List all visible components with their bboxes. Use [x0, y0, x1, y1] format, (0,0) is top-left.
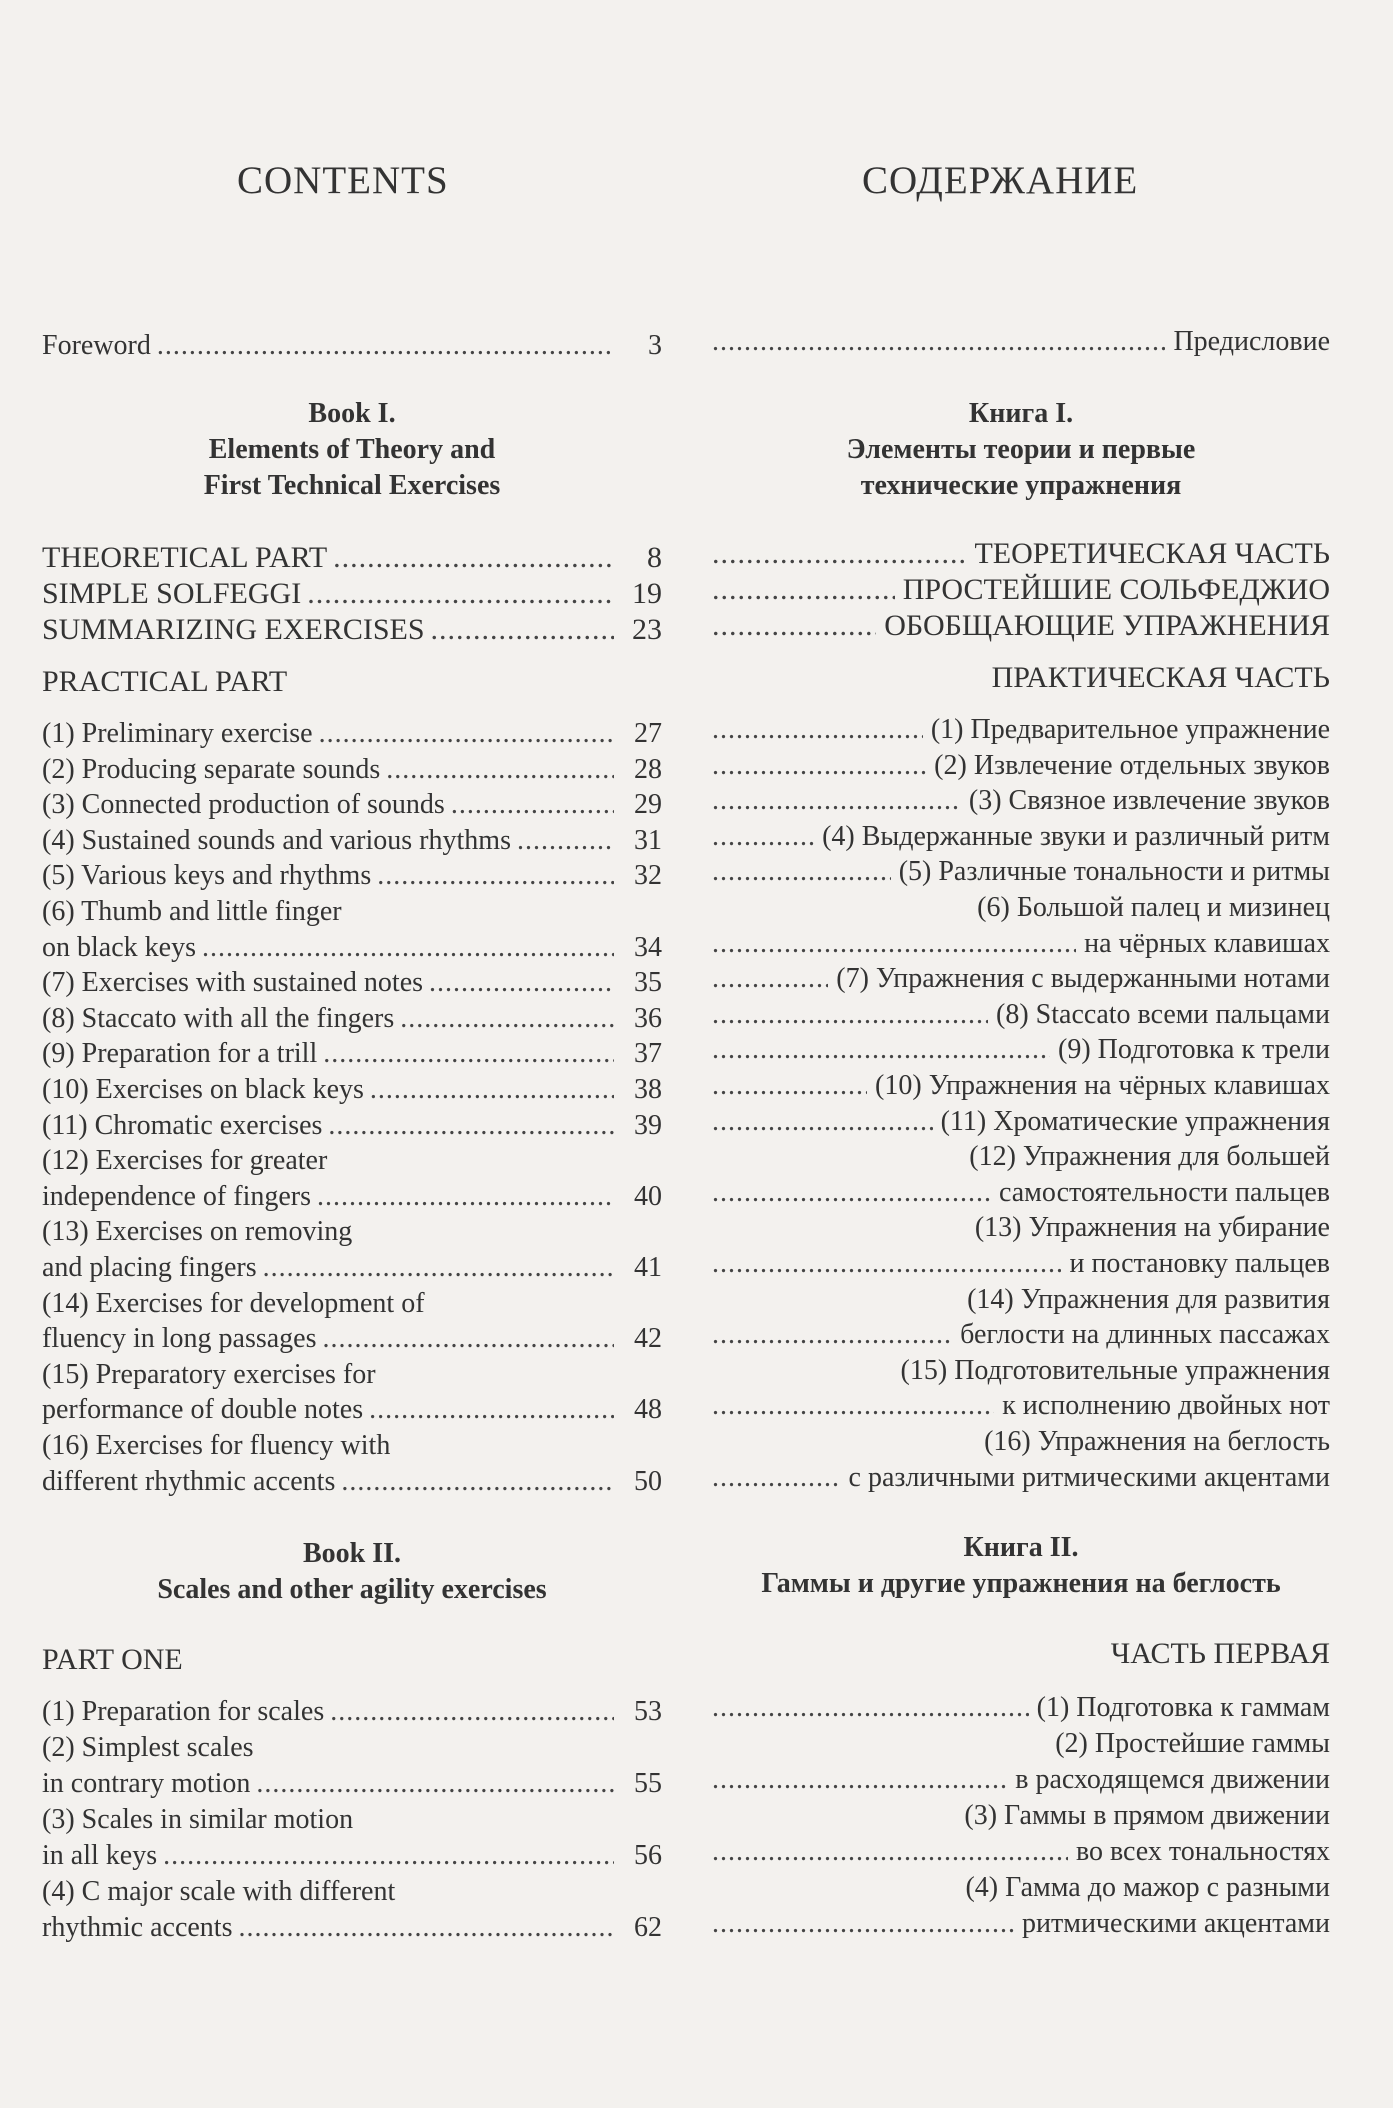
leader-dots	[263, 1250, 614, 1286]
entry-title-ru: беглости на длинных пассажах	[960, 1319, 1330, 1351]
entry-title-ru: на чёрных клавишах	[1084, 927, 1330, 959]
page-number: 8	[647, 541, 662, 574]
entry-title-ru: и постановку пальцев	[1069, 1248, 1330, 1279]
entry-title-en: (1) Preliminary exercise	[42, 718, 313, 749]
book1-row-11-en	[42, 1108, 662, 1144]
part-entry-0-en	[42, 540, 662, 576]
leader-dots	[712, 1762, 1007, 1798]
page-number: 55	[634, 1768, 662, 1799]
page-number: 38	[634, 1074, 662, 1105]
entry-title-en: (3) Connected production of sounds	[42, 789, 445, 821]
book2-row-6-en	[42, 1910, 662, 1946]
book1-row-9-ru	[712, 1032, 1330, 1068]
entry-title-en: SIMPLE SOLFEGGI	[42, 577, 302, 610]
entry-title-en: (4) C major scale with different	[42, 1876, 396, 1907]
book1-heading-en-line-0: Book I.	[308, 398, 396, 429]
leader-dots	[712, 1068, 867, 1104]
entry-title-en: performance of double notes	[42, 1394, 364, 1426]
entry-title-en: (13) Exercises on removing	[42, 1216, 353, 1248]
book1-row-2-en	[42, 787, 662, 823]
book1-row-1-en	[42, 752, 662, 788]
contents-title-en: CONTENTS	[237, 159, 449, 202]
book1-row-8-en	[42, 1001, 662, 1037]
page-number: 53	[634, 1696, 662, 1727]
contents-title-ru: СОДЕРЖАНИЕ	[862, 159, 1139, 202]
entry-title-ru: в расходящемся движении	[1015, 1764, 1330, 1795]
entry-title-en: (3) Scales in similar motion	[42, 1804, 354, 1835]
page-number: 27	[634, 718, 662, 749]
book2-row-0-en	[42, 1694, 662, 1730]
leader-dots	[712, 748, 926, 784]
book1-heading-ru-line-2: технические упражнения	[860, 470, 1182, 501]
leader-dots	[712, 608, 876, 644]
entry-title-en: fluency in long passages	[42, 1323, 317, 1355]
book1-row-4-ru	[712, 854, 1330, 890]
book2-row-4-en	[42, 1838, 662, 1874]
entry-title-en: (6) Thumb and little finger	[42, 896, 342, 927]
book1-row-0-en	[42, 716, 662, 752]
leader-dots	[157, 328, 614, 364]
entry-title-ru: (3) Связное извлечение звуков	[968, 785, 1330, 817]
book1-row-1-ru	[712, 748, 1330, 784]
entry-title-en: (4) Sustained sounds and various rhythms	[42, 824, 511, 856]
page-number: 50	[634, 1465, 662, 1497]
leader-dots	[256, 1766, 614, 1802]
book1-row-21-en	[42, 1464, 662, 1500]
leader-dots	[429, 965, 614, 1001]
entry-title-en: (9) Preparation for a trill	[42, 1038, 318, 1070]
entry-title-ru: (13) Упражнения на убирание	[974, 1212, 1330, 1244]
entry-title-en: (8) Staccato with all the fingers	[42, 1002, 395, 1034]
page-number: 3	[648, 330, 662, 361]
entry-title-ru: (2) Простейшие гаммы	[1055, 1728, 1330, 1759]
leader-dots	[451, 787, 614, 823]
book1-row-13-ru	[712, 1175, 1330, 1211]
book2-heading-en-line-1: Scales and other agility exercises	[157, 1574, 547, 1605]
page-number: 28	[634, 753, 662, 785]
page-number: 29	[634, 789, 662, 821]
leader-dots	[712, 997, 988, 1033]
page-number: 56	[634, 1840, 662, 1871]
page-number: 34	[634, 931, 662, 963]
book1-row-17-ru	[712, 1317, 1330, 1353]
book1-row-8-ru	[712, 997, 1330, 1033]
foreword-ru	[712, 324, 1330, 360]
book1-heading-en-line-1: Elements of Theory and	[208, 434, 496, 465]
leader-dots	[386, 752, 614, 788]
entry-title-en: Foreword	[42, 330, 151, 361]
book2-row-3-ru	[712, 1798, 1330, 1834]
leader-dots	[712, 536, 966, 572]
book1-row-5-en	[42, 894, 662, 930]
entry-title-en: rhythmic accents	[42, 1912, 233, 1943]
entry-title-en: (10) Exercises on black keys	[42, 1074, 364, 1105]
entry-title-en: (12) Exercises for greater	[42, 1145, 328, 1177]
entry-title-ru: во всех тональностях	[1075, 1836, 1330, 1867]
entry-title-en: independence of fingers	[42, 1180, 311, 1212]
page-number: 62	[634, 1912, 662, 1943]
entry-title-en: (11) Chromatic exercises	[42, 1109, 323, 1141]
page-number: 23	[632, 613, 662, 646]
entry-title-ru: Предисловие	[1173, 326, 1330, 357]
book1-row-18-en	[42, 1357, 662, 1393]
entry-title-ru: ТЕОРЕТИЧЕСКАЯ ЧАСТЬ	[974, 537, 1330, 570]
book1-row-12-ru	[712, 1139, 1330, 1175]
entry-title-ru: ОБОБЩАЮЩИЕ УПРАЖНЕНИЯ	[884, 609, 1330, 642]
book2-heading-ru-line-0: Книга II.	[963, 1532, 1079, 1563]
book1-row-19-en	[42, 1392, 662, 1428]
part-one-heading-en: PART ONE	[42, 1643, 183, 1676]
entry-title-ru: ПРОСТЕЙШИЕ СОЛЬФЕДЖИО	[902, 573, 1330, 606]
book1-row-18-ru	[712, 1353, 1330, 1389]
entry-title-en: SUMMARIZING EXERCISES	[42, 613, 425, 646]
leader-dots	[712, 1906, 1014, 1942]
leader-dots	[712, 1388, 994, 1424]
book2-row-2-en	[42, 1766, 662, 1802]
book1-row-3-en	[42, 823, 662, 859]
book2-row-5-ru	[712, 1870, 1330, 1906]
book1-row-0-ru	[712, 712, 1330, 748]
book1-row-16-ru	[712, 1282, 1330, 1318]
part-one-heading-ru: ЧАСТЬ ПЕРВАЯ	[1110, 1637, 1330, 1670]
entry-title-en: and placing fingers	[42, 1252, 257, 1283]
book1-row-11-ru	[712, 1104, 1330, 1140]
practical-heading-ru: ПРАКТИЧЕСКАЯ ЧАСТЬ	[991, 661, 1330, 694]
leader-dots	[712, 1104, 933, 1140]
book1-row-9-en	[42, 1036, 662, 1072]
book1-row-2-ru	[712, 783, 1330, 819]
book1-row-14-ru	[712, 1210, 1330, 1246]
entry-title-ru: (4) Гамма до мажор с разными	[965, 1872, 1330, 1903]
book1-heading-ru-line-1: Элементы теории и первые	[846, 434, 1196, 465]
book1-row-4-en	[42, 858, 662, 894]
leader-dots	[238, 1910, 614, 1946]
book1-row-20-en	[42, 1428, 662, 1464]
leader-dots	[712, 1317, 952, 1353]
entry-title-ru: ритмическими акцентами	[1022, 1908, 1330, 1939]
leader-dots	[712, 1460, 841, 1496]
leader-dots	[712, 819, 814, 855]
book1-row-7-ru	[712, 961, 1330, 997]
leader-dots	[370, 1072, 614, 1108]
entry-title-ru: к исполнению двойных нот	[1002, 1390, 1330, 1422]
book2-row-2-ru	[712, 1762, 1330, 1798]
page-number: 40	[634, 1180, 662, 1212]
leader-dots	[712, 324, 1165, 360]
entry-title-en: (7) Exercises with sustained notes	[42, 967, 424, 999]
leader-dots	[431, 612, 614, 648]
book2-row-5-en	[42, 1874, 662, 1910]
entry-title-ru: (1) Подготовка к гаммам	[1036, 1692, 1330, 1723]
entry-title-en: (2) Producing separate sounds	[42, 753, 381, 785]
practical-heading-en: PRACTICAL PART	[42, 665, 288, 698]
entry-title-en: on black keys	[42, 931, 196, 963]
entry-title-ru: (1) Предварительное упражнение	[930, 714, 1330, 745]
part-entry-0-ru	[712, 536, 1330, 572]
leader-dots	[712, 712, 923, 748]
entry-title-en: (2) Simplest scales	[42, 1732, 254, 1763]
entry-title-ru: (8) Staccato всеми пальцами	[996, 998, 1330, 1030]
entry-title-en: (15) Preparatory exercises for	[42, 1358, 376, 1390]
book1-row-6-en	[42, 930, 662, 966]
leader-dots	[712, 1032, 1050, 1068]
part-entry-2-en	[42, 612, 662, 648]
part-entry-1-ru	[712, 572, 1330, 608]
leader-dots	[712, 783, 961, 819]
book1-row-21-ru	[712, 1460, 1330, 1496]
book1-row-16-en	[42, 1286, 662, 1322]
book1-row-3-ru	[712, 819, 1330, 855]
book1-row-12-en	[42, 1143, 662, 1179]
book1-row-10-en	[42, 1072, 662, 1108]
entry-title-ru: самостоятельности пальцев	[998, 1176, 1330, 1208]
leader-dots	[319, 716, 614, 752]
book1-row-5-ru	[712, 890, 1330, 926]
book1-row-17-en	[42, 1321, 662, 1357]
page-number: 35	[634, 967, 662, 999]
foreword-en	[42, 328, 662, 364]
part-entry-2-ru	[712, 608, 1330, 644]
entry-title-ru: (14) Упражнения для развития	[967, 1283, 1330, 1315]
entry-title-ru: (9) Подготовка к трели	[1058, 1034, 1330, 1066]
leader-dots	[163, 1838, 614, 1874]
leader-dots	[712, 1690, 1029, 1726]
entry-title-en: THEORETICAL PART	[42, 541, 328, 574]
leader-dots	[517, 823, 614, 859]
leader-dots	[712, 961, 828, 997]
page-number: 31	[634, 824, 662, 856]
leader-dots	[377, 858, 614, 894]
entry-title-en: (14) Exercises for development of	[42, 1287, 425, 1319]
page-number: 37	[634, 1038, 662, 1070]
leader-dots	[323, 1321, 615, 1357]
entry-title-ru: (2) Извлечение отдельных звуков	[934, 749, 1330, 781]
entry-title-en: in contrary motion	[42, 1768, 251, 1799]
book1-row-20-ru	[712, 1424, 1330, 1460]
leader-dots	[317, 1179, 614, 1215]
book2-heading-en-line-0: Book II.	[302, 1538, 402, 1569]
entry-title-en: different rhythmic accents	[42, 1465, 336, 1497]
page-number: 41	[634, 1252, 662, 1283]
leader-dots	[333, 540, 614, 576]
book1-row-15-en	[42, 1250, 662, 1286]
entry-title-ru: (3) Гаммы в прямом движении	[964, 1800, 1330, 1831]
entry-title-ru: (5) Различные тональности и ритмы	[898, 856, 1330, 888]
book2-heading-ru-line-1: Гаммы и другие упражнения на беглость	[761, 1568, 1281, 1599]
entry-title-en: (5) Various keys and rhythms	[42, 860, 372, 892]
page-number: 48	[634, 1394, 662, 1426]
entry-title-ru: (6) Большой палец и мизинец	[977, 892, 1330, 923]
book1-row-19-ru	[712, 1388, 1330, 1424]
book2-row-0-ru	[712, 1690, 1330, 1726]
book1-row-6-ru	[712, 926, 1330, 962]
leader-dots	[307, 576, 614, 612]
book2-row-3-en	[42, 1802, 662, 1838]
leader-dots	[712, 926, 1076, 962]
entry-title-ru: (12) Упражнения для большей	[969, 1141, 1330, 1173]
leader-dots	[323, 1036, 614, 1072]
entry-title-ru: (11) Хроматические упражнения	[940, 1105, 1330, 1137]
part-entry-1-en	[42, 576, 662, 612]
book1-row-7-en	[42, 965, 662, 1001]
page-number: 39	[634, 1109, 662, 1141]
entry-title-en: (1) Preparation for scales	[42, 1696, 325, 1727]
leader-dots	[328, 1108, 614, 1144]
leader-dots	[202, 930, 614, 966]
page-number: 32	[634, 860, 662, 892]
entry-title-en: in all keys	[42, 1840, 158, 1871]
leader-dots	[712, 1175, 991, 1211]
entry-title-ru: (16) Упражнения на беглость	[984, 1426, 1330, 1457]
leader-dots	[712, 854, 891, 890]
leader-dots	[712, 572, 895, 608]
book1-heading-en-line-2: First Technical Exercises	[203, 470, 501, 501]
page-number: 19	[632, 577, 662, 610]
leader-dots	[712, 1834, 1068, 1870]
entry-title-ru: с различными ритмическими акцентами	[848, 1461, 1330, 1493]
book1-row-13-en	[42, 1179, 662, 1215]
book1-row-14-en	[42, 1214, 662, 1250]
entry-title-en: (16) Exercises for fluency with	[42, 1430, 391, 1461]
leader-dots	[400, 1001, 614, 1037]
book1-heading-ru-line-0: Книга I.	[968, 398, 1074, 429]
book2-row-1-ru	[712, 1726, 1330, 1762]
book1-row-10-ru	[712, 1068, 1330, 1104]
book2-row-6-ru	[712, 1906, 1330, 1942]
page-number: 42	[634, 1323, 662, 1355]
entry-title-ru: (15) Подготовительные упражнения	[900, 1354, 1330, 1386]
leader-dots	[341, 1464, 614, 1500]
entry-title-ru: (4) Выдержанные звуки и различный ритм	[822, 820, 1330, 852]
page-number: 36	[634, 1002, 662, 1034]
book2-row-4-ru	[712, 1834, 1330, 1870]
leader-dots	[330, 1694, 614, 1730]
leader-dots	[369, 1392, 614, 1428]
entry-title-ru: (10) Упражнения на чёрных клавишах	[875, 1070, 1330, 1101]
book1-row-15-ru	[712, 1246, 1330, 1282]
entry-title-ru: (7) Упражнения с выдержанными нотами	[836, 963, 1330, 995]
book2-row-1-en	[42, 1730, 662, 1766]
leader-dots	[712, 1246, 1061, 1282]
